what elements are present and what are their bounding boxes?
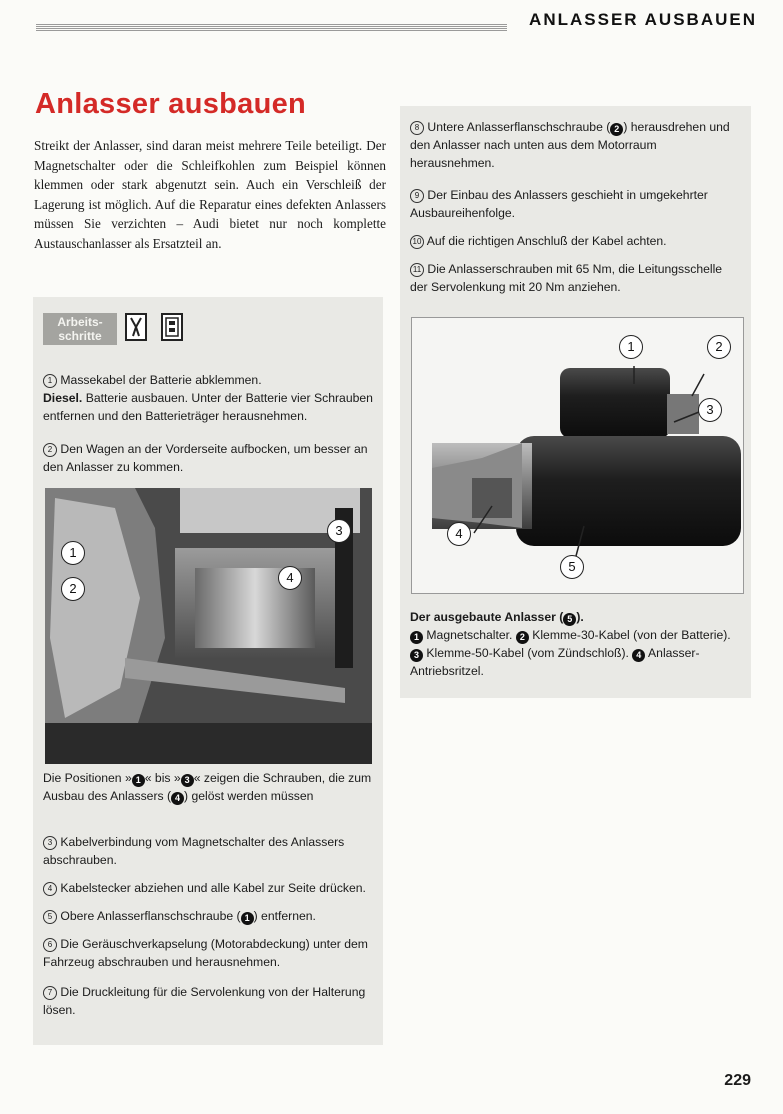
ref-dot: 5 bbox=[563, 613, 576, 626]
marker-1: 1 bbox=[619, 335, 643, 359]
step-text: Obere Anlasserflanschschraube ( bbox=[60, 909, 241, 923]
caption-text: « bis » bbox=[144, 771, 181, 785]
ref-dot: 4 bbox=[171, 792, 184, 805]
step-8 bbox=[410, 118, 740, 172]
wrench-icon bbox=[125, 313, 147, 341]
step-text: Der Einbau des Anlassers geschieht in umgekehrter Ausbaureihenfolge. bbox=[410, 188, 708, 220]
step-text: Untere Anlasserflanschschraube ( bbox=[427, 120, 611, 134]
step-2 bbox=[43, 440, 373, 476]
marker-4: 4 bbox=[278, 566, 302, 590]
badge-line1: Arbeits- bbox=[57, 315, 103, 329]
ref-dot: 2 bbox=[610, 123, 623, 136]
step-text: ) herausdrehen und den Anlasser nach unten aus dem Motorraum herausnehmen. bbox=[410, 120, 730, 170]
ref-dot: 1 bbox=[132, 774, 145, 787]
step-number: 8 bbox=[410, 121, 424, 135]
marker-2: 2 bbox=[707, 335, 731, 359]
step-number: 9 bbox=[410, 189, 424, 203]
caption-title: Der ausgebaute Anlasser ( bbox=[410, 610, 564, 624]
work-steps-badge bbox=[43, 313, 117, 345]
step-7 bbox=[43, 983, 373, 1019]
ref-dot: 1 bbox=[241, 912, 254, 925]
step-text: Kabelstecker abziehen und alle Kabel zur Seite drücken. bbox=[60, 881, 366, 895]
work-steps-box bbox=[33, 297, 383, 1045]
header-rule bbox=[36, 24, 507, 31]
caption-text: Die Positionen » bbox=[43, 771, 132, 785]
diesel-label: Diesel. bbox=[43, 391, 83, 405]
caption-text: ) gelöst werden müssen bbox=[184, 789, 314, 803]
page-number: 229 bbox=[724, 1072, 751, 1089]
step-number: 1 bbox=[43, 374, 57, 388]
marker-4: 4 bbox=[447, 522, 471, 546]
spare-part-icon bbox=[161, 313, 183, 341]
photo1-caption bbox=[43, 769, 373, 805]
marker-3: 3 bbox=[327, 519, 351, 543]
step-text: Die Geräuschverkapselung (Motorabdeckung) unter dem Fahrzeug abschrauben und herausnehmen. bbox=[43, 937, 368, 969]
intro-paragraph: Streikt der Anlasser, sind daran meist mehrere Teile beteiligt. Der Magnetschalter oder die Schleifkohlen zum Beispiel können klemmen oder stark abgenutzt sein. Auch ein Verschleiß der Lagerung ist möglich. Auf die Reparatur eines defekten Anlassers müssen Sie verzichten – Audi bietet nur noch komplette Austauschanlasser als Ersatzteil an. bbox=[34, 138, 386, 251]
step-10 bbox=[410, 232, 740, 250]
badge-line2: schritte bbox=[58, 329, 102, 343]
ref-dot: 3 bbox=[410, 649, 423, 662]
step-number: 4 bbox=[43, 882, 57, 896]
step-1 bbox=[43, 371, 373, 425]
step-text: Kabelverbindung vom Magnetschalter des Anlassers abschrauben. bbox=[43, 835, 345, 867]
step-number: 5 bbox=[43, 910, 57, 924]
step-text: Die Anlasserschrauben mit 65 Nm, die Leitungsschelle der Servolenkung mit 20 Nm anziehen. bbox=[410, 262, 723, 294]
caption-text: Klemme-50-Kabel (vom Zündschloß). bbox=[426, 646, 629, 660]
caption-text: Anlasser-Antriebsritzel. bbox=[410, 646, 700, 678]
step-text: Auf die richtigen Anschluß der Kabel achten. bbox=[426, 234, 667, 248]
running-header bbox=[36, 10, 757, 32]
engine-bay-photo bbox=[45, 488, 372, 764]
step-5 bbox=[43, 907, 373, 925]
marker-2: 2 bbox=[61, 577, 85, 601]
step-4 bbox=[43, 879, 373, 897]
ref-dot: 4 bbox=[632, 649, 645, 662]
ref-dot: 2 bbox=[516, 631, 529, 644]
header-title: ANLASSER AUSBAUEN bbox=[529, 10, 757, 29]
step-text: Massekabel der Batterie abklemmen. bbox=[60, 373, 262, 387]
marker-1: 1 bbox=[61, 541, 85, 565]
ref-dot: 3 bbox=[181, 774, 194, 787]
diesel-text: Batterie ausbauen. Unter der Batterie vier Schrauben entfernen und den Batterieträger herausnehmen. bbox=[43, 391, 373, 423]
step-text: Den Wagen an der Vorderseite aufbocken, um besser an den Anlasser zu kommen. bbox=[43, 442, 368, 474]
caption-text: Klemme-30-Kabel (von der Batterie). bbox=[532, 628, 731, 642]
starter-photo bbox=[411, 317, 744, 594]
step-11 bbox=[410, 260, 740, 296]
step-number: 6 bbox=[43, 938, 57, 952]
step-3 bbox=[43, 833, 373, 869]
page-title: Anlasser ausbauen bbox=[35, 88, 307, 120]
step-number: 3 bbox=[43, 836, 57, 850]
step-number: 7 bbox=[43, 986, 57, 1000]
ref-dot: 1 bbox=[410, 631, 423, 644]
step-number: 2 bbox=[43, 443, 57, 457]
engine-bay-illustration bbox=[45, 488, 372, 764]
caption-text: Magnetschalter. bbox=[426, 628, 513, 642]
step-text: Die Druckleitung für die Servolenkung von der Halterung lösen. bbox=[43, 985, 366, 1017]
starter-illustration bbox=[412, 318, 743, 593]
step-9 bbox=[410, 186, 740, 222]
step-number: 11 bbox=[410, 263, 424, 277]
marker-3: 3 bbox=[698, 398, 722, 422]
caption-text: « zeigen die Schrauben, die zum Ausbau des Anlassers ( bbox=[43, 771, 372, 803]
step-6 bbox=[43, 935, 373, 971]
step-text: ) entfernen. bbox=[253, 909, 316, 923]
marker-5: 5 bbox=[560, 555, 584, 579]
photo2-caption bbox=[410, 608, 740, 680]
right-steps-box bbox=[400, 106, 751, 698]
caption-title-end: ). bbox=[576, 610, 584, 624]
step-number: 10 bbox=[410, 235, 424, 249]
